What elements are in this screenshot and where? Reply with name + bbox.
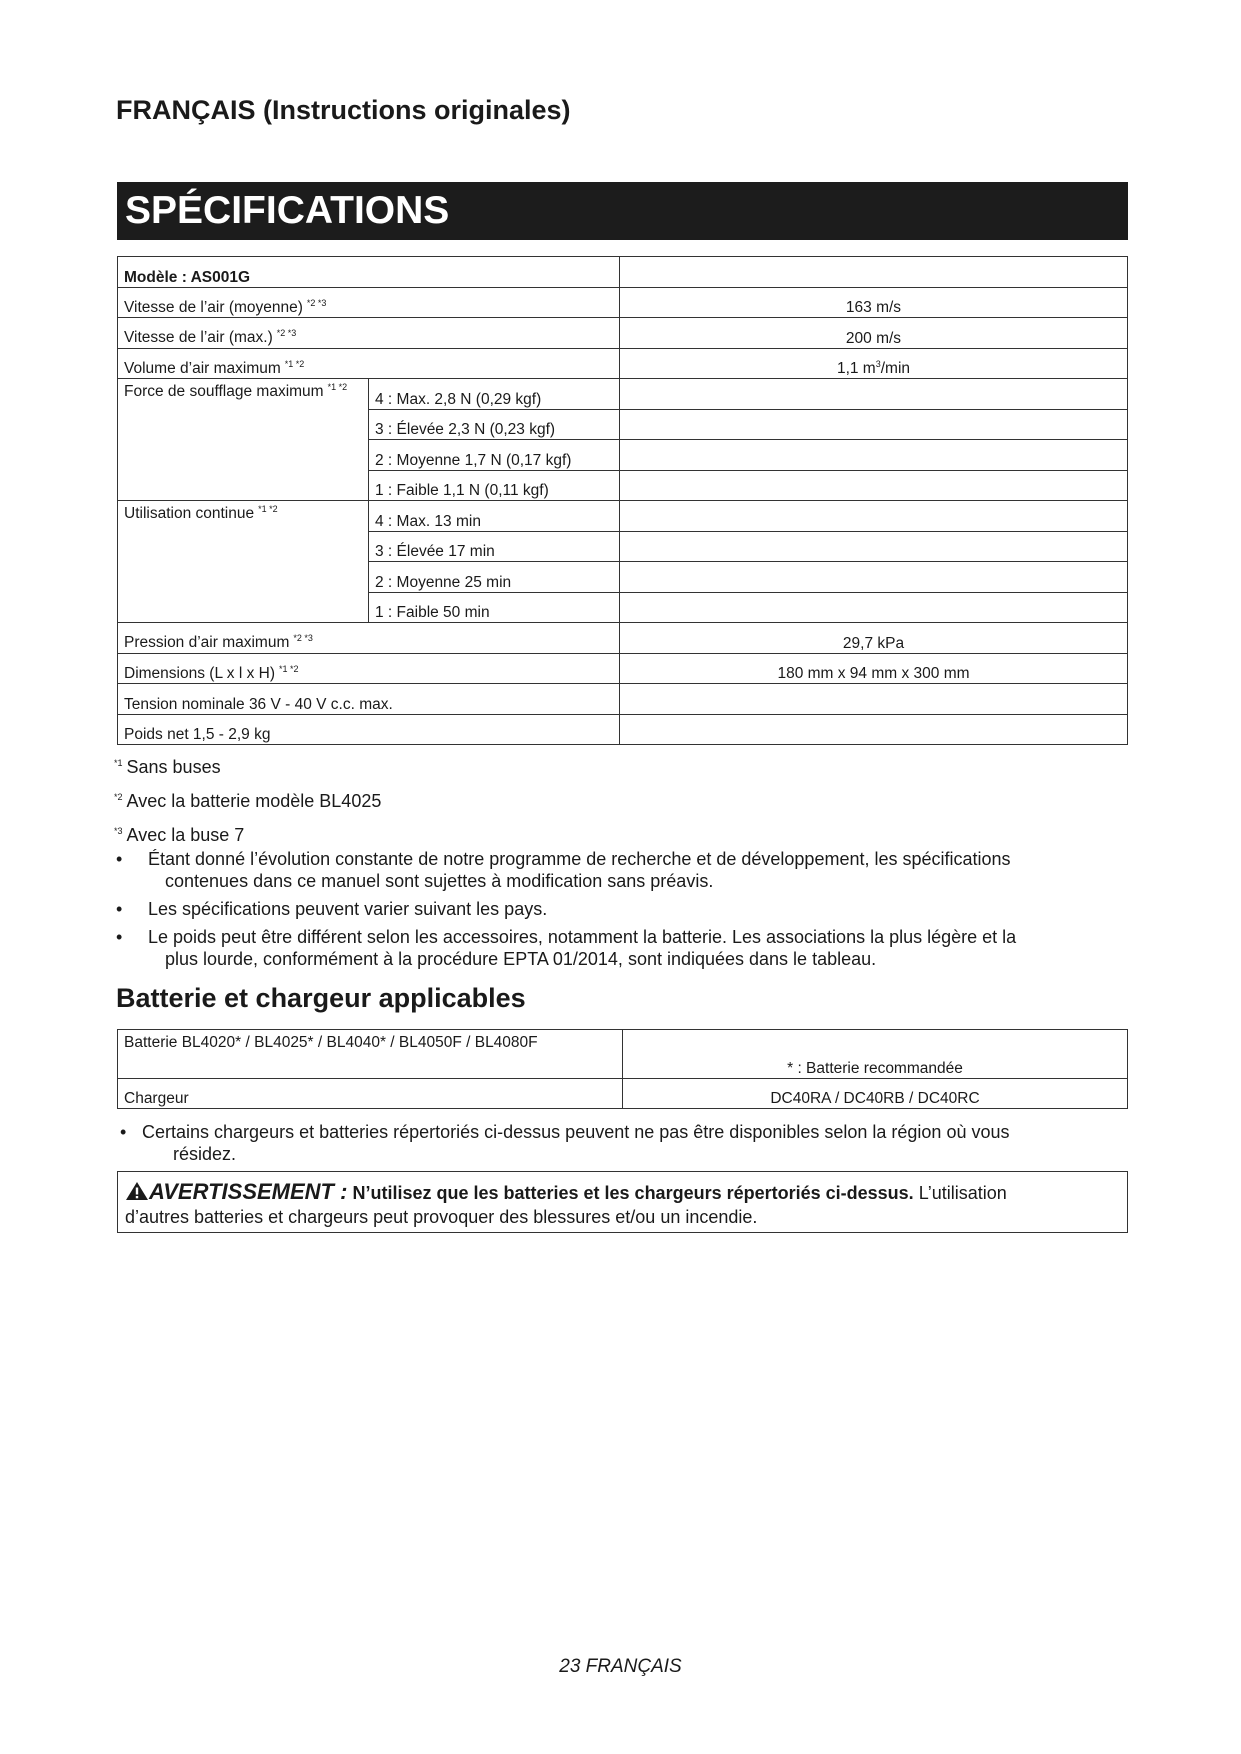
air-speed-avg-value: 163 m/s [620,287,1128,318]
table-row [118,287,1128,318]
availability-note: • Certains chargeurs et batteries répertoriés ci-dessus peuvent ne pas être disponibles selon la région où vous résidez. [120,1122,1010,1164]
net-weight-cell: Poids net 1,5 - 2,9 kg [118,714,620,745]
air-volume-max-label: Volume d’air maximum $^{*1 *2}$ [118,348,620,379]
air-pressure-max-label: Pression d’air maximum $^{*2 *3}$ [118,623,620,654]
continuous-use-mode-3: 3 : Élevée 17 min [369,531,620,562]
table-row [118,684,1128,715]
page-footer: 23 FRANÇAIS [559,1656,682,1677]
warning-box [117,1171,1128,1233]
warning-text: L’utilisation [918,1183,1007,1203]
blow-force-mode-1: 1 : Faible 1,1 N (0,11 kgf) [369,470,620,501]
footnote-ref: *1 *2 [279,663,299,674]
model-cell: Modèle : AS001G [118,257,620,288]
bullet-icon: • [120,1122,127,1142]
table-row [118,501,1128,532]
bullet-icon: • [116,849,123,869]
footnote-ref: *2 *3 [293,633,313,644]
rated-voltage-cell: Tension nominale 36 V - 40 V c.c. max. [118,684,620,715]
specifications-table [117,256,1128,745]
battery-table [117,1029,1128,1109]
continuous-use-mode-4: 4 : Max. 13 min [369,501,620,532]
continuous-use-label: Utilisation continue $^{*1 *2}$ [118,501,369,623]
footnote-ref: *2 *3 [306,297,327,308]
table-row [118,1079,1128,1109]
bullet-item: • Les spécifications peuvent varier suivant les pays. [116,899,548,919]
dimensions-value: 180 mm x 94 mm x 300 mm [620,653,1128,684]
page-language-title: FRANÇAIS (Instructions originales) [116,95,571,125]
air-volume-max-value: 1,1 $m^3/\min$ [620,348,1128,379]
warning-label: AVERTISSEMENT : [149,1179,348,1204]
continuous-use-mode-2: 2 : Moyenne 25 min [369,562,620,593]
notes-section [114,752,1134,976]
bullet-item: • Le poids peut être différent selon les accessoires, notamment la batterie. Les associations la plus légère et la plus lourde, conformément à la procédure EPTA 01/2014, sont indiquées dans le tableau. [116,927,1017,969]
footnote-ref: *1 *2 [284,358,305,369]
warning-bold-text: N’utilisez que les batteries et les chargeurs répertoriés ci-dessus. [352,1183,914,1203]
footnote-1: $^{*1}$ Sans buses [114,757,221,777]
bullet-icon: • [116,899,123,919]
charger-label-cell: Chargeur [118,1079,623,1109]
continuous-use-mode-1: 1 : Faible 50 min [369,592,620,623]
table-row [118,348,1128,379]
battery-label-cell: Batterie BL4020* / BL4025* / BL4040* / BL4050F / BL4080F [118,1030,623,1079]
blow-force-mode-4: 4 : Max. 2,8 N (0,29 kgf) [369,379,620,410]
air-speed-max-label: Vitesse de l’air (max.) $^{*2 *3}$ [118,318,620,349]
table-row [118,379,1128,410]
specifications-title: SPÉCIFICATIONS [125,189,450,232]
air-pressure-max-value: 29,7 kPa [620,623,1128,654]
bullet-item: • Étant donné l’évolution constante de notre programme de recherche et de développement, les spécifications contenues dans ce manuel sont sujettes à modification sans préavis. [116,849,1011,891]
warning-triangle-icon [125,1181,149,1201]
air-speed-max-value: 200 m/s [620,318,1128,349]
battery-note-cell: * : Batterie recommandée [623,1030,1128,1079]
footnote-ref: *1 *2 [258,504,278,514]
warning-text-continued: d’autres batteries et chargeurs peut provoquer des blessures et/ou un incendie. [125,1207,758,1227]
battery-section-title: Batterie et chargeur applicables [116,983,526,1013]
model-value-cell [620,257,1128,288]
footnote-ref: *2 *3 [276,328,297,339]
footnote-2: $^{*2}$ Avec la batterie modèle BL4025 [114,791,382,811]
blow-force-label: Force de soufflage maximum $^{*1 *2}$ [118,379,369,501]
table-row [118,653,1128,684]
blow-force-mode-3: 3 : Élevée 2,3 N (0,23 kgf) [369,409,620,440]
blow-force-mode-2: 2 : Moyenne 1,7 N (0,17 kgf) [369,440,620,471]
footnote-3: $^{*3}$ Avec la buse 7 [114,825,245,845]
table-row [118,257,1128,288]
dimensions-label: Dimensions (L x l x H) $^{*1 *2}$ [118,653,620,684]
bullet-icon: • [116,927,123,947]
table-row [118,1030,1128,1079]
footnote-ref: *1 *2 [327,382,348,392]
table-row [118,623,1128,654]
specifications-banner [117,182,1128,240]
charger-value-cell: DC40RA / DC40RB / DC40RC [623,1079,1128,1109]
table-row [118,318,1128,349]
air-speed-avg-label: Vitesse de l’air (moyenne) $^{*2 *3}$ [118,287,620,318]
table-row [118,714,1128,745]
